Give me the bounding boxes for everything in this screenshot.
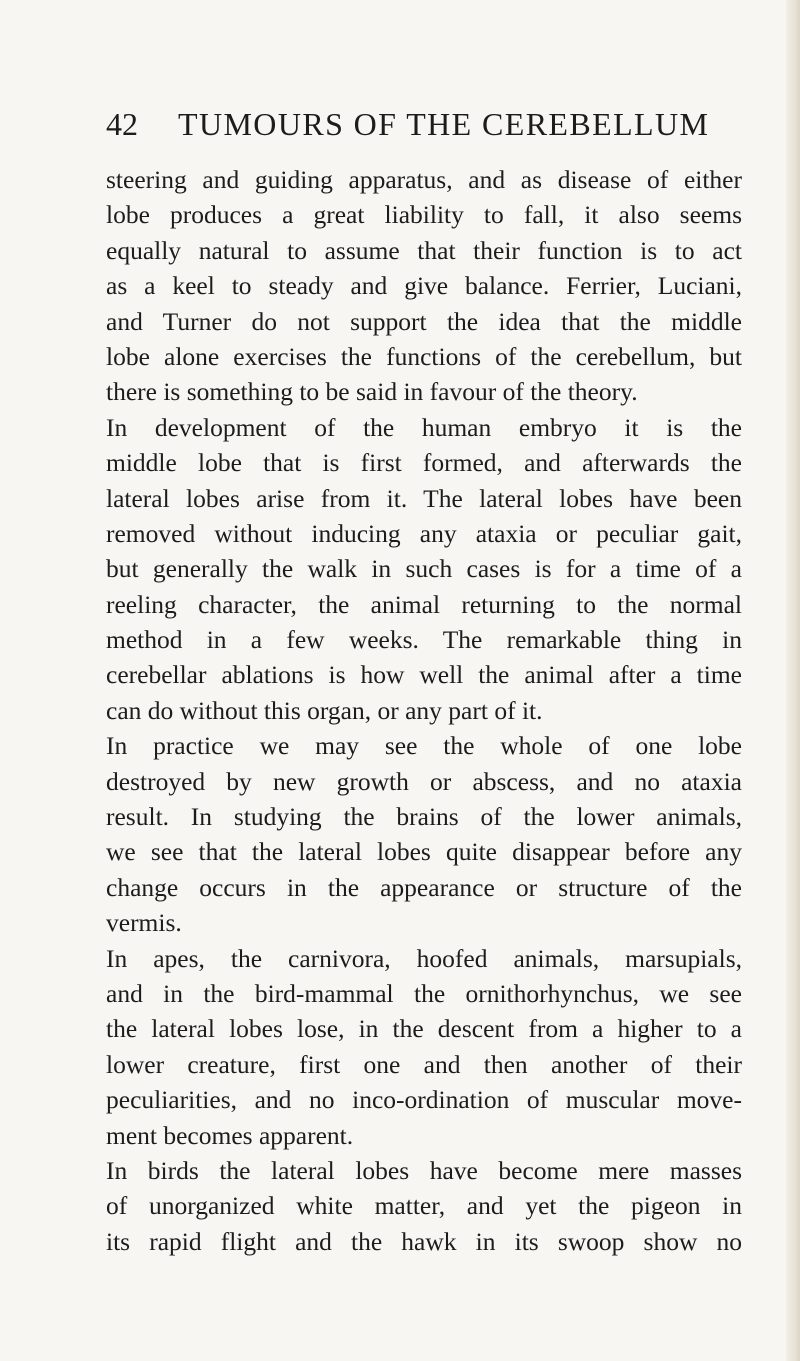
text-line: vermis. <box>106 908 182 938</box>
text-line: In apes, the carnivora, hoofed animals, marsupials, <box>106 943 742 973</box>
text-line: method in a few weeks. The remarkable thing in <box>106 625 742 655</box>
text-line: as a keel to steady and give balance. Ferrier, Luciani, <box>106 271 742 301</box>
page-header <box>106 106 746 156</box>
text-line: In practice we may see the whole of one lobe <box>106 731 742 761</box>
text-line: change occurs in the appearance or structure of the <box>106 872 742 902</box>
text-line: In development of the human embryo it is the <box>106 412 742 442</box>
text-line: we see that the lateral lobes quite disappear before any <box>106 837 742 867</box>
text-line: lobe alone exercises the functions of the cerebellum, but <box>106 341 742 371</box>
text-line: and Turner do not support the idea that the middle <box>106 306 742 336</box>
text-line: In birds the lateral lobes have become mere masses <box>106 1155 742 1185</box>
text-line: lobe produces a great liability to fall, it also seems <box>106 200 742 230</box>
body-text <box>106 162 742 1259</box>
running-title: TUMOURS OF THE CEREBELLUM <box>178 106 710 142</box>
page-edge-shadow <box>786 0 800 1361</box>
text-line: result. In studying the brains of the lower animals, <box>106 802 742 832</box>
text-line: reeling character, the animal returning to the normal <box>106 589 742 619</box>
text-line: peculiarities, and no inco-ordination of muscular move- <box>106 1085 742 1115</box>
text-line: and in the bird-mammal the ornithorhynchus, we see <box>106 978 742 1008</box>
text-line: steering and guiding apparatus, and as disease of either <box>106 165 742 194</box>
text-line: the lateral lobes lose, in the descent from a higher to a <box>106 1014 742 1044</box>
text-line: but generally the walk in such cases is for a time of a <box>106 554 742 584</box>
text-line: lower creature, first one and then another of their <box>106 1049 742 1079</box>
page-number: 42 <box>106 106 138 142</box>
text-line: its rapid flight and the hawk in its swoop show no <box>106 1226 742 1256</box>
text-line: cerebellar ablations is how well the animal after a time <box>106 660 742 690</box>
text-line: can do without this organ, or any part of it. <box>106 695 543 725</box>
text-line: there is something to be said in favour of the theory. <box>106 377 638 407</box>
text-line: middle lobe that is first formed, and afterwards the <box>106 448 742 478</box>
text-line: removed without inducing any ataxia or peculiar gait, <box>106 518 742 548</box>
text-line: equally natural to assume that their function is to act <box>106 235 742 265</box>
text-line: of unorganized white matter, and yet the pigeon in <box>106 1191 742 1221</box>
text-line: destroyed by new growth or abscess, and no ataxia <box>106 766 742 796</box>
text-line: lateral lobes arise from it. The lateral lobes have been <box>106 483 742 513</box>
text-line: ment becomes apparent. <box>106 1120 354 1150</box>
